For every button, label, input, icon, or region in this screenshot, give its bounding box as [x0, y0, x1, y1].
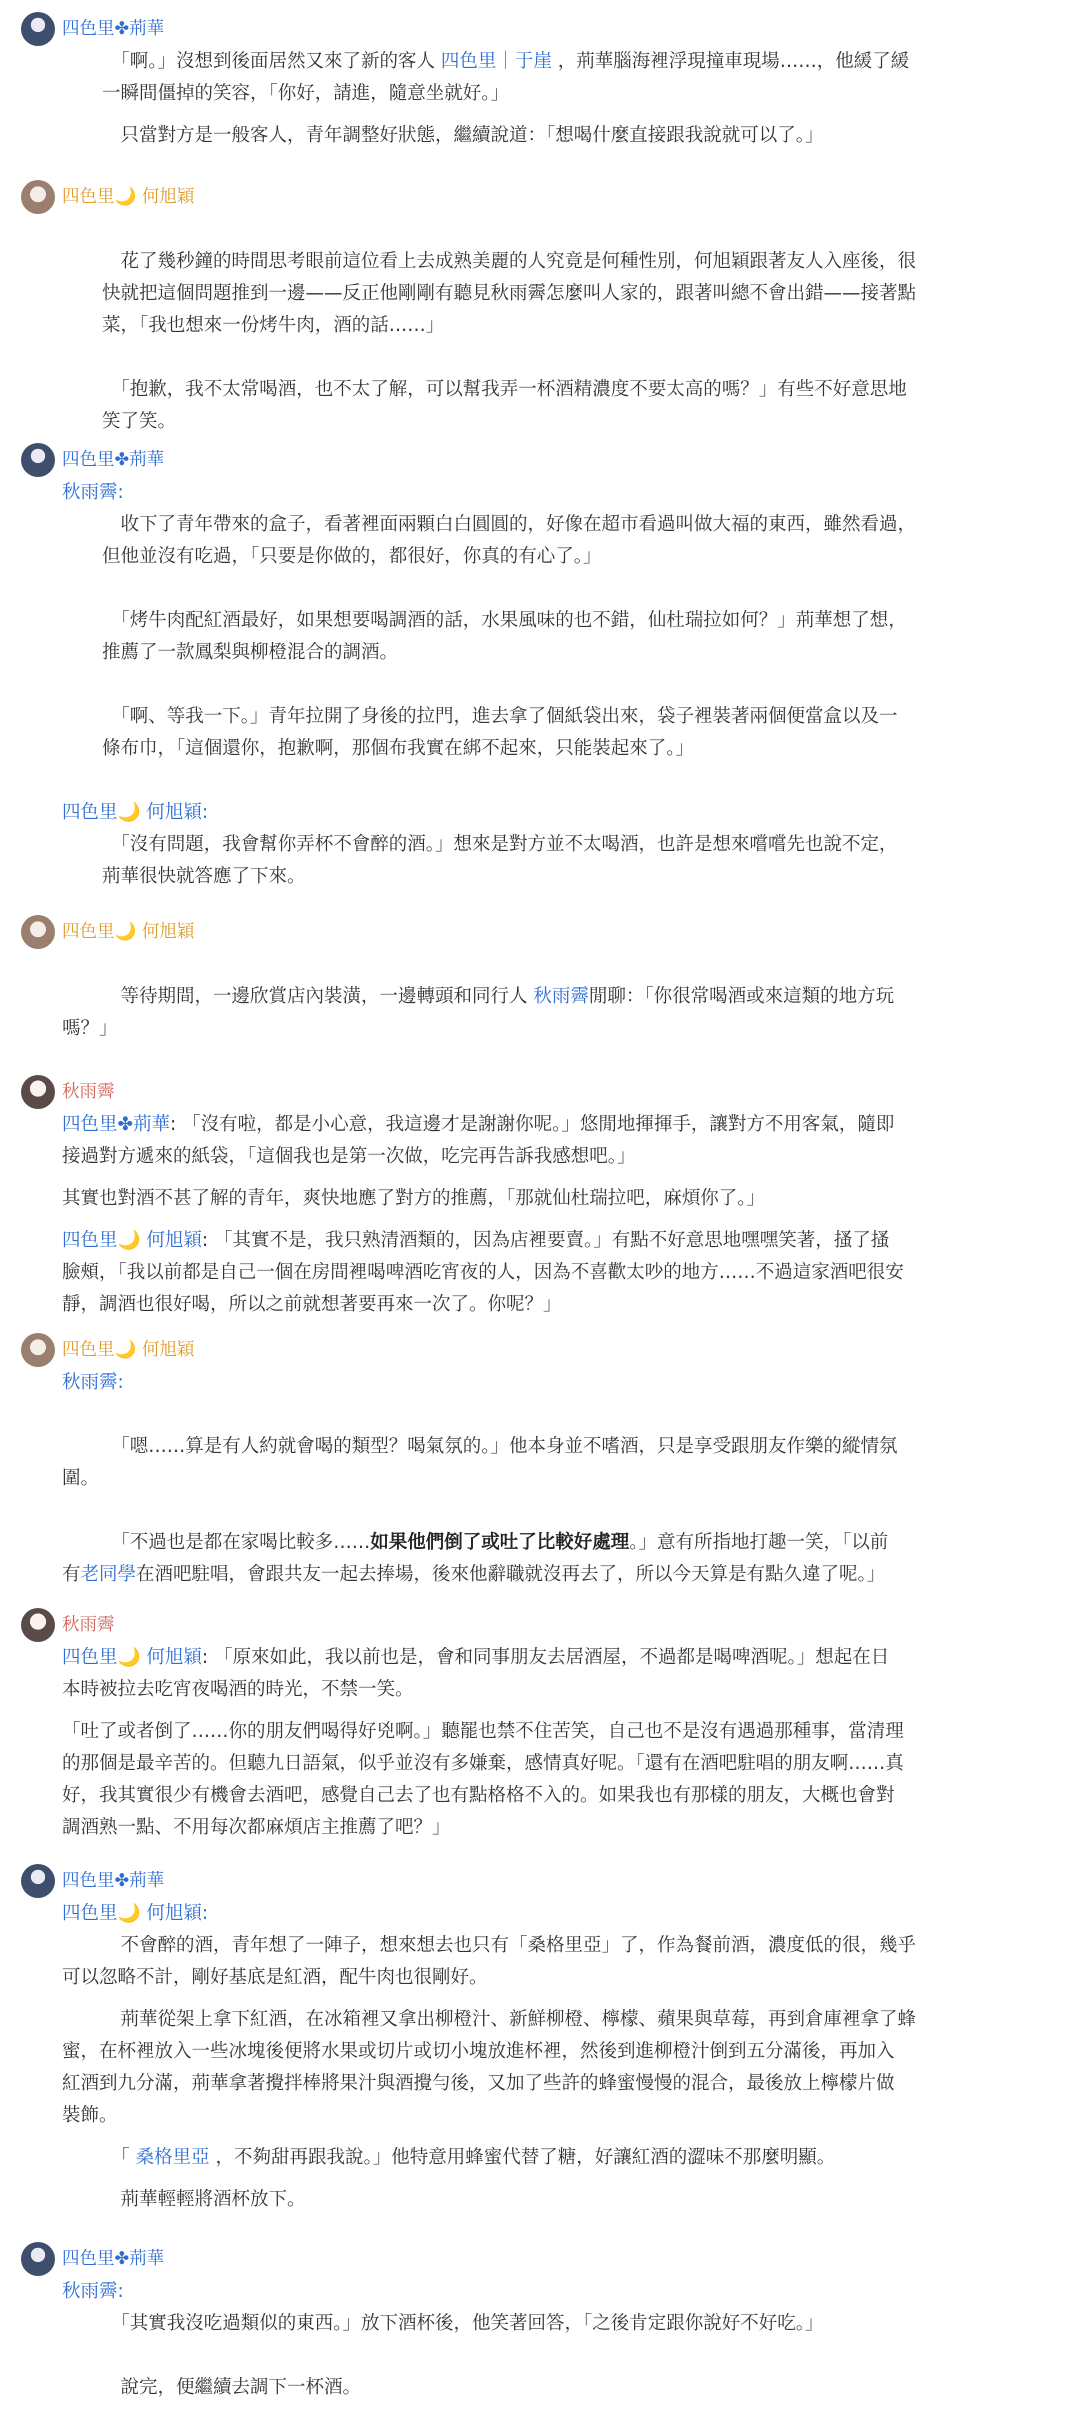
avatar[interactable]: [21, 1608, 55, 1642]
post: [0, 1333, 916, 1591]
post-author[interactable]: 四色里✤荊華: [62, 19, 165, 39]
post: [0, 443, 934, 893]
post: [0, 180, 934, 438]
post-author[interactable]: 四色里✤荊華: [62, 450, 165, 470]
post-author[interactable]: 四色里🌙 何旭穎: [62, 187, 195, 207]
post-text: 接過對方遞來的紙袋，「這個我也是第一次做，吃完再告訴我感想吧。」: [62, 1146, 636, 1167]
mention-link[interactable]: 四色里✤荊華: [62, 1114, 171, 1135]
post-text: 「啊、等我一下。」青年拉開了身後的拉門，進去拿了個紙袋出來，袋子裡裝著兩個便當盒以及一: [102, 706, 898, 727]
avatar[interactable]: [21, 2242, 55, 2276]
post-text: 「沒有問題，我會幫你弄杯不會醉的酒。」想來是對方並不太喝酒，也許是想來嚐嚐先也說不定，: [102, 834, 898, 855]
post-text: 「 桑格里亞 ，不夠甜再跟我說。」他特意用蜂蜜代替了糖，好讓紅酒的澀味不那麼明顯。: [102, 2147, 836, 2168]
mention-link[interactable]: 四色里🌙 何旭穎:: [62, 802, 209, 823]
post-author[interactable]: 四色里🌙 何旭穎: [62, 922, 195, 942]
post-text: 等待期間，一邊欣賞店內裝潢，一邊轉頭和同行人 秋雨霽閒聊：「你很常喝酒或來這類的地方玩: [102, 986, 895, 1007]
post-text: 四色里✤荊華: 「沒有啦，都是小心意，我這邊才是謝謝你呢。」悠閒地揮揮手，讓對方不用客氣，隨即: [62, 1114, 895, 1135]
bold-text: 如果他們倒了或吐了比較好處理: [370, 1532, 630, 1553]
post-text: 花了幾秒鐘的時間思考眼前這位看上去成熟美麗的人究竟是何種性別，何旭穎跟著友人入座後，很: [102, 251, 917, 272]
mention-link[interactable]: 四色里｜于崖: [440, 51, 552, 72]
avatar[interactable]: [21, 915, 55, 949]
mention-link[interactable]: 秋雨霽: [533, 986, 589, 1007]
avatar[interactable]: [21, 1333, 55, 1367]
post-text: 推薦了一款鳳梨與柳橙混合的調酒。: [102, 642, 399, 663]
post-text: 調酒熟一點、不用每次都麻煩店主推薦了吧？」: [62, 1817, 451, 1838]
post-text: 「抱歉，我不太常喝酒，也不太了解，可以幫我弄一杯酒精濃度不要太高的嗎？」有些不好意思地: [102, 379, 907, 400]
post-text: 圍。: [62, 1468, 100, 1489]
mention-link[interactable]: 四色里🌙 何旭穎: [62, 1230, 202, 1251]
mention-link[interactable]: 秋雨霽:: [62, 2281, 124, 2302]
post: [0, 1075, 922, 1321]
post-text: 紅酒到九分滿，荊華拿著攪拌棒將果汁與酒攪勻後，又加了些許的蜂蜜慢慢的混合，最後放上檸檬片做: [62, 2073, 895, 2094]
link[interactable]: 老同學: [80, 1564, 137, 1585]
post-text: 「吐了或者倒了……你的朋友們喝得好兇啊。」聽罷也禁不住苦笑，自己也不是沒有遇過那種事，當清理: [62, 1721, 904, 1742]
post-author[interactable]: 四色里✤荊華: [62, 2249, 165, 2269]
post-text: 「嗯……算是有人約就會喝的類型？喝氣氛的。」他本身並不嗜酒，只是享受跟朋友作樂的縱情氛: [102, 1436, 898, 1457]
post: [0, 1608, 922, 1844]
post-text: 但他並沒有吃過，「只要是你做的，都很好，你真的有心了。」: [102, 546, 602, 567]
post-text: 有老同學在酒吧駐唱，會跟共友一起去捧場，後來他辭職就沒再去了，所以今天算是有點久違了呢。」: [62, 1564, 886, 1585]
post-text: 菜，「我也想來一份烤牛肉，酒的話……」: [102, 315, 445, 336]
post-text: 快就把這個問題推到一邊——反正他剛剛有聽見秋雨霽怎麼叫人家的，跟著叫總不會出錯——接著點: [102, 283, 917, 304]
post-text: 荊華從架上拿下紅酒，在冰箱裡又拿出柳橙汁、新鮮柳橙、檸檬、蘋果與草莓，再到倉庫裡拿了蜂: [102, 2009, 917, 2030]
post-text: 「啊。」沒想到後面居然又來了新的客人 四色里｜于崖 ，荊華腦海裡浮現撞車現場……，他緩了緩: [102, 51, 910, 72]
avatar[interactable]: [21, 12, 55, 46]
post-text: 「不過也是都在家喝比較多……如果他們倒了或吐了比較好處理。」意有所指地打趣一笑，「以前: [102, 1532, 889, 1553]
post: [0, 12, 927, 152]
post-text: 四色里🌙 何旭穎: 「其實不是，我只熟清酒類的，因為店裡要賣。」有點不好意思地嘿嘿笑著，搔了搔: [62, 1230, 890, 1251]
post: [0, 1864, 934, 2216]
post-text: 笑了笑。: [102, 411, 177, 432]
post-text: 其實也對酒不甚了解的青年，爽快地應了對方的推薦，「那就仙杜瑞拉吧，麻煩你了。」: [62, 1188, 766, 1209]
avatar[interactable]: [21, 443, 55, 477]
post-author[interactable]: 秋雨霽: [62, 1082, 115, 1102]
post-text: 嗎？」: [62, 1018, 118, 1039]
post-text: 條布巾，「這個還你，抱歉啊，那個布我實在綁不起來，只能裝起來了。」: [102, 738, 695, 759]
mention-link[interactable]: 四色里🌙 何旭穎: [62, 1647, 202, 1668]
avatar[interactable]: [21, 180, 55, 214]
post-author[interactable]: 秋雨霽: [62, 1615, 115, 1635]
post-text: 不會醉的酒，青年想了一陣子，想來想去也只有「桑格里亞」了，作為餐前酒，濃度低的很，幾乎: [102, 1935, 917, 1956]
post-text: 臉頰，「我以前都是自己一個在房間裡喝啤酒吃宵夜的人，因為不喜歡太吵的地方……不過這家酒吧很安: [62, 1262, 904, 1283]
link[interactable]: 桑格里亞: [135, 2147, 210, 2168]
post-text: 裝飾。: [62, 2105, 118, 2126]
post: [0, 2242, 842, 2404]
post-text: 荊華很快就答應了下來。: [102, 866, 306, 887]
post-text: 四色里🌙 何旭穎: 「原來如此，我以前也是，會和同事朋友去居酒屋，不過都是喝啤酒呢。」想起在日: [62, 1647, 890, 1668]
mention-link[interactable]: 四色里🌙 何旭穎:: [62, 1903, 209, 1924]
avatar[interactable]: [21, 1075, 55, 1109]
mention-link[interactable]: 秋雨霽:: [62, 482, 124, 503]
post-text: 「其實我沒吃過類似的東西。」放下酒杯後，他笑著回答，「之後肯定跟你說好不好吃。」: [102, 2313, 824, 2334]
avatar[interactable]: [21, 1864, 55, 1898]
post: [0, 915, 912, 1045]
post-text: 好，我其實很少有機會去酒吧，感覺自己去了也有點格格不入的。如果我也有那樣的朋友，大概也會對: [62, 1785, 895, 1806]
post-text: 的那個是最辛苦的。但聽九日語氣，似乎並沒有多嫌棄，感情真好呢。「還有在酒吧駐唱的朋友啊……真: [62, 1753, 904, 1774]
post-text: 只當對方是一般客人，青年調整好狀態，繼續說道：「想喝什麼直接跟我說就可以了。」: [102, 125, 824, 146]
post-text: 可以忽略不計，剛好基底是紅酒，配牛肉也很剛好。: [62, 1967, 488, 1988]
post-author[interactable]: 四色里✤荊華: [62, 1871, 165, 1891]
post-text: 說完，便繼續去調下一杯酒。: [102, 2377, 362, 2398]
post-text: 「烤牛肉配紅酒最好，如果想要喝調酒的話，水果風味的也不錯，仙杜瑞拉如何？」荊華想了想，: [102, 610, 907, 631]
post-text: 靜，調酒也很好喝，所以之前就想著要再來一次了。你呢？」: [62, 1294, 562, 1315]
mention-link[interactable]: 秋雨霽:: [62, 1372, 124, 1393]
post-text: 荊華輕輕將酒杯放下。: [102, 2189, 306, 2210]
post-text: 一瞬間僵掉的笑容，「你好，請進，隨意坐就好。」: [102, 83, 510, 104]
post-text: 收下了青年帶來的盒子，看著裡面兩顆白白圓圓的，好像在超市看過叫做大福的東西，雖然看過，: [102, 514, 917, 535]
post-author[interactable]: 四色里🌙 何旭穎: [62, 1340, 195, 1360]
post-text: 本時被拉去吃宵夜喝酒的時光，不禁一笑。: [62, 1679, 414, 1700]
post-text: 蜜，在杯裡放入一些冰塊後便將水果或切片或切小塊放進杯裡，然後到進柳橙汁倒到五分滿後，再加入: [62, 2041, 895, 2062]
